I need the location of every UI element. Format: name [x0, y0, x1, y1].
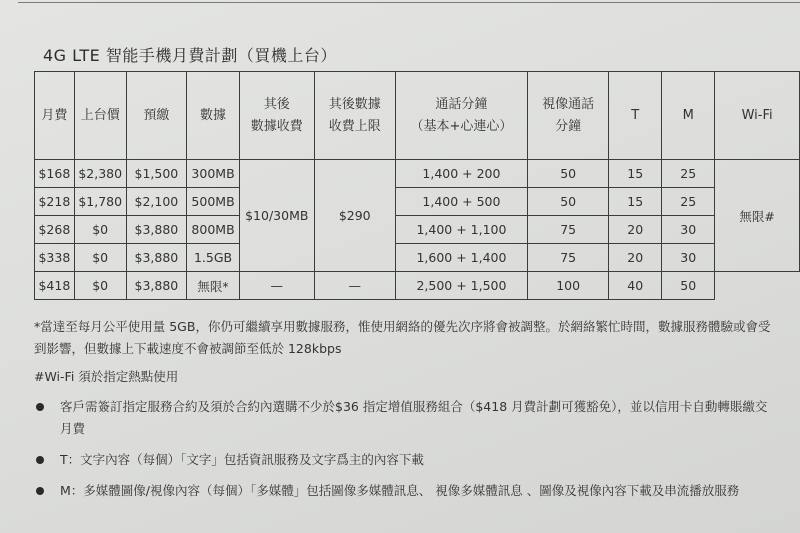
cell-data: 300MB — [187, 160, 240, 188]
cell-data: 500MB — [187, 188, 240, 216]
cell-video: 75 — [528, 216, 609, 244]
cell-prepay: $1,500 — [126, 160, 187, 188]
cell-fee: $218 — [35, 188, 75, 216]
table-row — [35, 188, 800, 216]
cell-prepay: $2,100 — [126, 188, 187, 216]
header-handset-price: 上台價 — [74, 72, 126, 160]
cell-video: 75 — [528, 244, 609, 272]
cell-handset: $1,780 — [74, 188, 126, 216]
cell-t: 15 — [609, 160, 662, 188]
wifi-note: #Wi-Fi 須於指定熱點使用 — [34, 369, 179, 384]
page-title: 4G LTE 智能手機月費計劃（買機上台） — [43, 46, 337, 65]
cell-handset: $0 — [74, 216, 126, 244]
header-call-minutes: 通話分鐘 （基本+心連心） — [395, 72, 527, 160]
top-divider — [18, 2, 800, 4]
cell-m: 25 — [662, 188, 715, 216]
cell-minutes: 1,400 + 500 — [395, 188, 527, 216]
list-item-text: 客戶需簽訂指定服務合約及須於合約內選購不少於$36 指定增值服務組合（$418 月費計劃可獲豁免），並以信用卡自動轉賬繳交月費 — [60, 399, 768, 436]
header-prepayment: 預繳 — [126, 72, 187, 160]
footnotes — [34, 316, 774, 511]
cell-video: 50 — [528, 188, 609, 216]
list-item — [34, 449, 774, 471]
cell-prepay: $3,880 — [126, 272, 187, 300]
table-header-row — [35, 72, 800, 160]
cell-minutes: 1,600 + 1,400 — [395, 244, 527, 272]
cell-fee: $338 — [35, 244, 75, 272]
cell-data: 800MB — [187, 216, 240, 244]
cell-after-data-cap: $290 — [314, 160, 395, 272]
cell-minutes: 2,500 + 1,500 — [395, 272, 527, 300]
bullet-icon — [36, 456, 44, 464]
bullet-icon — [36, 403, 44, 411]
fair-usage-note: *當達至每月公平使用量 5GB，你仍可繼續享用數據服務，惟使用網絡的優先次序將會被調整。於網絡繁忙時間，數據服務體驗或會受到影響，但數據上下載速度不會被調節至低於 128kbps — [34, 319, 771, 356]
cell-t: 40 — [609, 272, 662, 300]
cell-wifi: 無限# — [715, 160, 800, 272]
cell-fee: $418 — [35, 272, 75, 300]
list-item-text: T：文字內容（每個）「文字」包括資訊服務及文字爲主的內容下載 — [60, 452, 424, 467]
header-after-data-fee: 其後 數據收費 — [239, 72, 314, 160]
plan-table — [34, 71, 800, 300]
cell-minutes: 1,400 + 200 — [395, 160, 527, 188]
cell-handset: $2,380 — [74, 160, 126, 188]
cell-t: 20 — [609, 244, 662, 272]
cell-t: 15 — [609, 188, 662, 216]
cell-m: 30 — [662, 216, 715, 244]
header-after-data-cap: 其後數據 收費上限 — [314, 72, 395, 160]
terms-list — [34, 396, 774, 502]
cell-m: 50 — [662, 272, 715, 300]
cell-minutes: 1,400 + 1,100 — [395, 216, 527, 244]
cell-after-data-fee: — — [239, 272, 314, 300]
cell-video: 100 — [528, 272, 609, 300]
cell-handset: $0 — [74, 272, 126, 300]
table-row — [35, 244, 800, 272]
cell-m: 25 — [662, 160, 715, 188]
table-row — [35, 216, 800, 244]
header-monthly-fee: 月費 — [35, 72, 75, 160]
header-video-minutes: 視像通話 分鐘 — [528, 72, 609, 160]
cell-fee: $268 — [35, 216, 75, 244]
table-row — [35, 272, 800, 300]
header-m: M — [662, 72, 715, 160]
table-row — [35, 160, 800, 188]
list-item — [34, 480, 774, 502]
cell-fee: $168 — [35, 160, 75, 188]
cell-data: 無限* — [187, 272, 240, 300]
cell-after-data-cap: — — [314, 272, 395, 300]
header-wifi: Wi-Fi — [715, 72, 800, 160]
cell-after-data-fee: $10/30MB — [239, 160, 314, 272]
cell-handset: $0 — [74, 244, 126, 272]
list-item-text: M：多媒體圖像/視像內容（每個）「多媒體」包括圖像多媒體訊息、 視像多媒體訊息 、圖像及視像內容下載及串流播放服務 — [60, 483, 740, 498]
cell-prepay: $3,880 — [126, 216, 187, 244]
cell-data: 1.5GB — [187, 244, 240, 272]
cell-prepay: $3,880 — [126, 244, 187, 272]
cell-m: 30 — [662, 244, 715, 272]
cell-t: 20 — [609, 216, 662, 244]
header-t: T — [609, 72, 662, 160]
bullet-icon — [36, 487, 44, 495]
cell-video: 50 — [528, 160, 609, 188]
list-item — [34, 396, 774, 440]
header-data: 數據 — [187, 72, 240, 160]
